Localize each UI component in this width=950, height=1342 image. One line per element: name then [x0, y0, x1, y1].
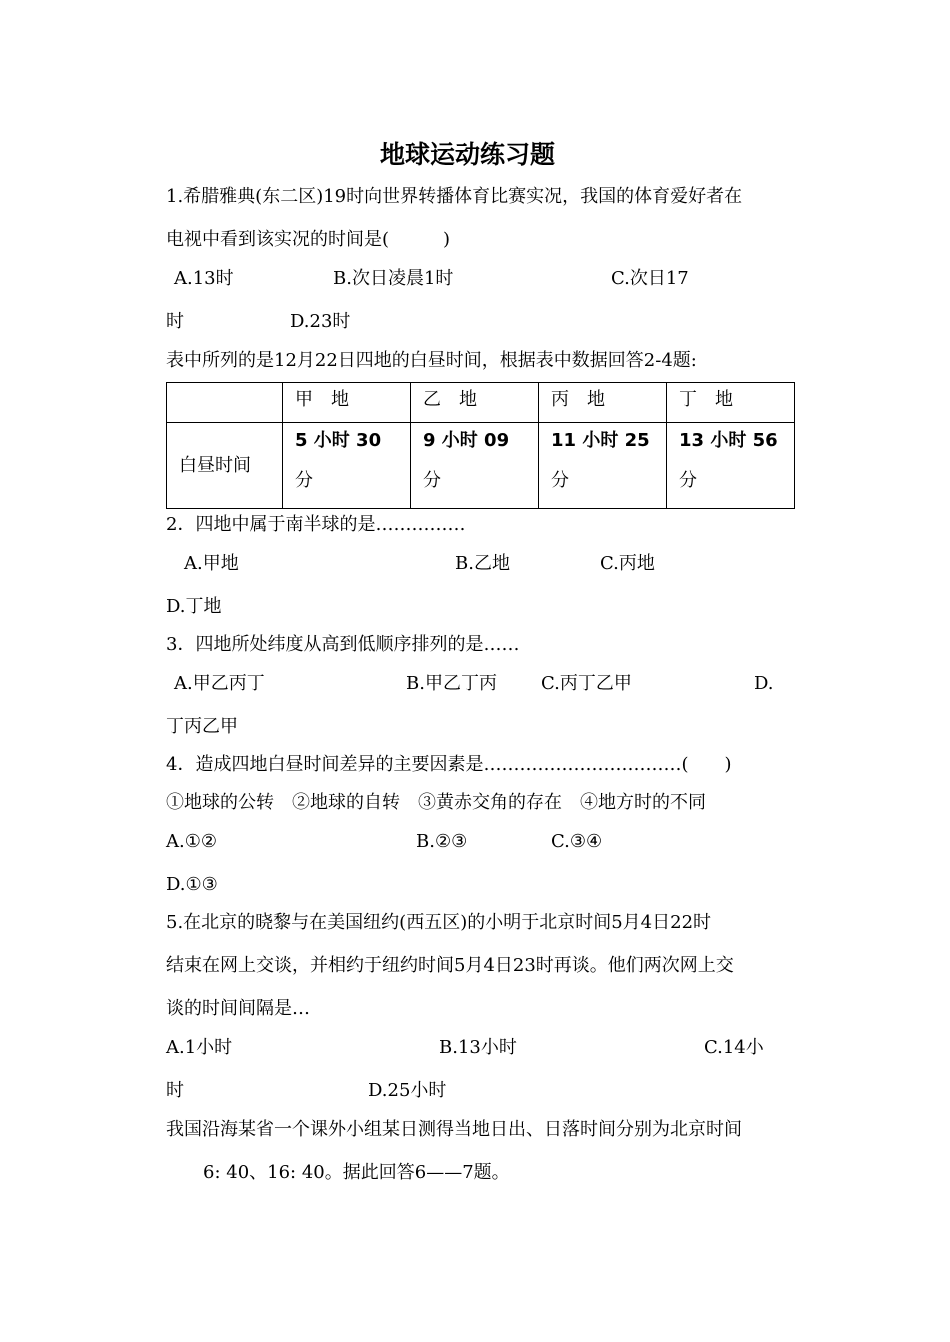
q2-option-a: A.甲地 — [184, 553, 239, 574]
page-title: 地球运动练习题 — [380, 140, 556, 169]
q5-stem-line1: 5.在北京的晓黎与在美国纽约(西五区)的小明于北京时间5月4日22时 — [166, 912, 712, 933]
table-row — [167, 423, 795, 509]
q5-option-c-cont: 时 — [166, 1080, 184, 1101]
q4-option-a: A.①② — [166, 831, 217, 852]
q4-option-b: B.②③ — [416, 831, 468, 852]
q2-option-b: B.乙地 — [455, 553, 510, 574]
cell-value-cont: 分 — [295, 470, 313, 491]
q1-option-c-cont: 时 — [166, 311, 184, 332]
q4-factors: ①地球的公转 ②地球的自转 ③黄赤交角的存在 ④地方时的不同 — [166, 792, 706, 813]
q1-option-b: B.次日凌晨1时 — [333, 268, 454, 289]
table-cell — [667, 423, 795, 509]
q3-option-d-label: D. — [754, 673, 774, 694]
q4-option-d: D.①③ — [166, 874, 218, 895]
table-header-cell: 甲 地 — [283, 383, 411, 423]
q3-option-a: A.甲乙丙丁 — [174, 673, 265, 694]
q5-stem-line2: 结束在网上交谈，并相约于纽约时间5月4日23时再谈。他们两次网上交 — [166, 955, 734, 976]
q1-stem-line2: 电视中看到该实况的时间是( ) — [166, 229, 451, 250]
q2-option-c: C.丙地 — [600, 553, 655, 574]
cell-value: 5 小时 30 — [295, 430, 382, 451]
q2-option-d: D.丁地 — [166, 596, 222, 617]
q2-stem: 2．四地中属于南半球的是…………… — [166, 514, 466, 535]
cell-value: 9 小时 09 — [423, 430, 510, 451]
table-intro: 表中所列的是12月22日四地的白昼时间，根据表中数据回答2-4题: — [166, 350, 697, 371]
table-cell — [283, 423, 411, 509]
q1-option-a: A.13时 — [174, 268, 234, 289]
cell-value-cont: 分 — [679, 470, 697, 491]
q5-stem-line3: 谈的时间间隔是… — [166, 998, 310, 1019]
table-header-row — [167, 383, 795, 423]
q1-option-c: C.次日17 — [611, 268, 689, 289]
table-header-cell — [167, 383, 283, 423]
q4-option-c: C.③④ — [551, 831, 603, 852]
cell-value: 11 小时 25 — [551, 430, 650, 451]
q3-option-c: C.丙丁乙甲 — [541, 673, 632, 694]
q1-option-d: D.23时 — [290, 311, 351, 332]
q6-intro-line2: 6: 40、16: 40。据此回答6——7题。 — [203, 1162, 510, 1183]
table-cell — [539, 423, 667, 509]
cell-value: 13 小时 56 — [679, 430, 778, 451]
q5-option-b: B.13小时 — [439, 1037, 517, 1058]
table-cell — [411, 423, 539, 509]
q5-option-d: D.25小时 — [368, 1080, 447, 1101]
q5-option-c: C.14小 — [704, 1037, 764, 1058]
q3-option-d-cont: 丁丙乙甲 — [166, 716, 238, 737]
q3-option-b: B.甲乙丁丙 — [406, 673, 497, 694]
table-header-cell: 乙 地 — [411, 383, 539, 423]
cell-value-cont: 分 — [551, 470, 569, 491]
table-row-label: 白昼时间 — [167, 423, 283, 509]
daylight-table — [166, 382, 795, 509]
q4-stem: 4．造成四地白昼时间差异的主要因素是……………………………( ) — [166, 754, 732, 775]
q1-stem-line1: 1.希腊雅典(东二区)19时向世界转播体育比赛实况，我国的体育爱好者在 — [166, 186, 743, 207]
q5-option-a: A.1小时 — [166, 1037, 233, 1058]
q6-intro-line1: 我国沿海某省一个课外小组某日测得当地日出、日落时间分别为北京时间 — [166, 1119, 742, 1140]
table-header-cell: 丙 地 — [539, 383, 667, 423]
table-header-cell: 丁 地 — [667, 383, 795, 423]
q3-stem: 3．四地所处纬度从高到低顺序排列的是…… — [166, 634, 520, 655]
cell-value-cont: 分 — [423, 470, 441, 491]
